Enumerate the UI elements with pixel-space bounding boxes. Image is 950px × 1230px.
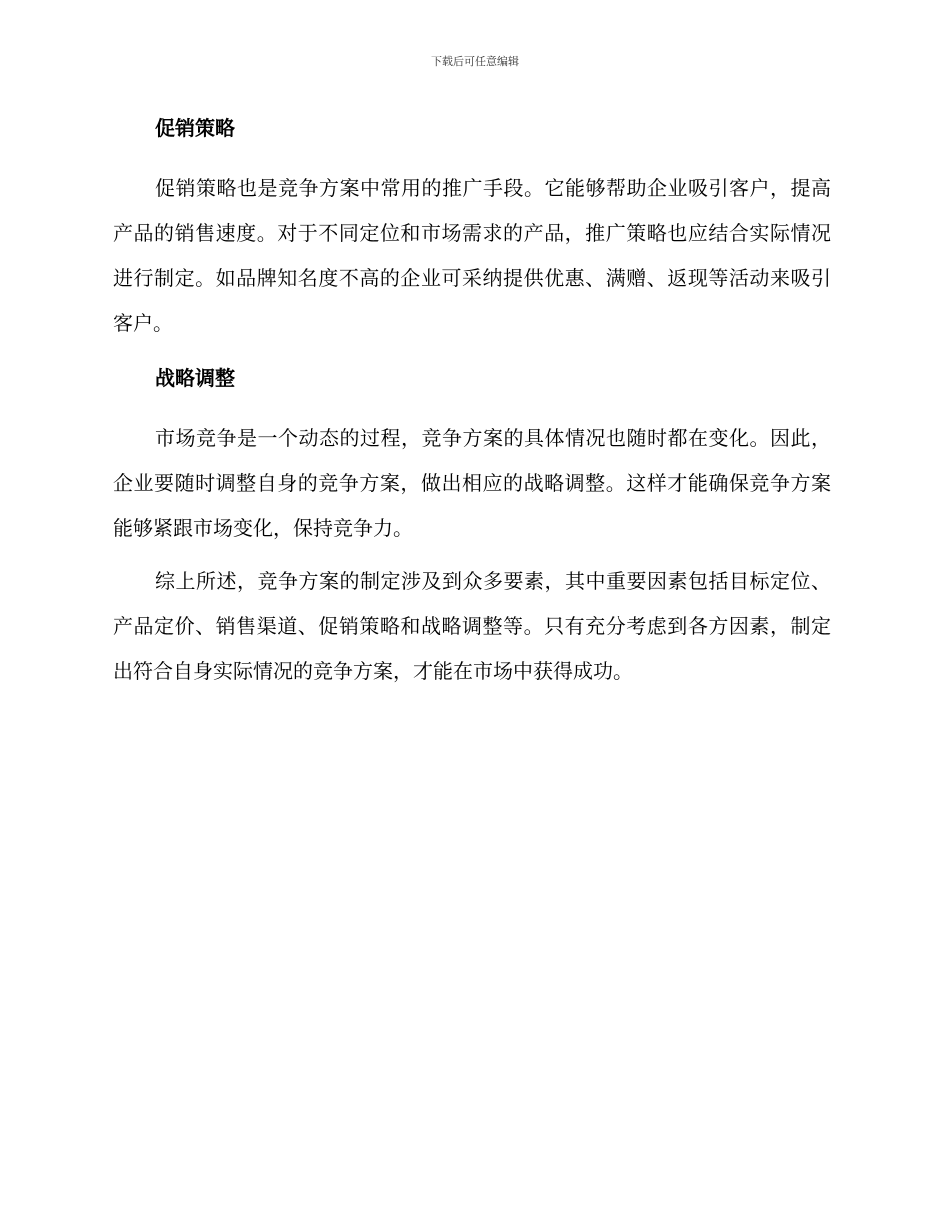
paragraph-promotion: 促销策略也是竞争方案中常用的推广手段。它能够帮助企业吸引客户，提高产品的销售速度。对于不同定位和市场需求的产品，推广策略也应结合实际情况进行制定。如品牌知名度不高的企业可采纳提供优惠、满赠、返现等活动来吸引客户。 [113, 176, 831, 335]
page-header: 下载后可任意编辑 [431, 55, 519, 68]
paragraph-summary: 综上所述，竞争方案的制定涉及到众多要素，其中重要因素包括目标定位、产品定价、销售渠道、促销策略和战略调整等。只有充分考虑到各方因素，制定出符合自身实际情况的竞争方案，才能在市场中获得成功。 [113, 569, 831, 683]
document-body [113, 112, 831, 702]
section-heading-promotion: 促销策略 [155, 116, 235, 140]
section-heading-strategy-adjustment: 战略调整 [155, 366, 235, 390]
paragraph-strategy-adjustment: 市场竞争是一个动态的过程，竞争方案的具体情况也随时都在变化。因此，企业要随时调整自身的竞争方案，做出相应的战略调整。这样才能确保竞争方案能够紧跟市场变化，保持竞争力。 [113, 426, 831, 540]
